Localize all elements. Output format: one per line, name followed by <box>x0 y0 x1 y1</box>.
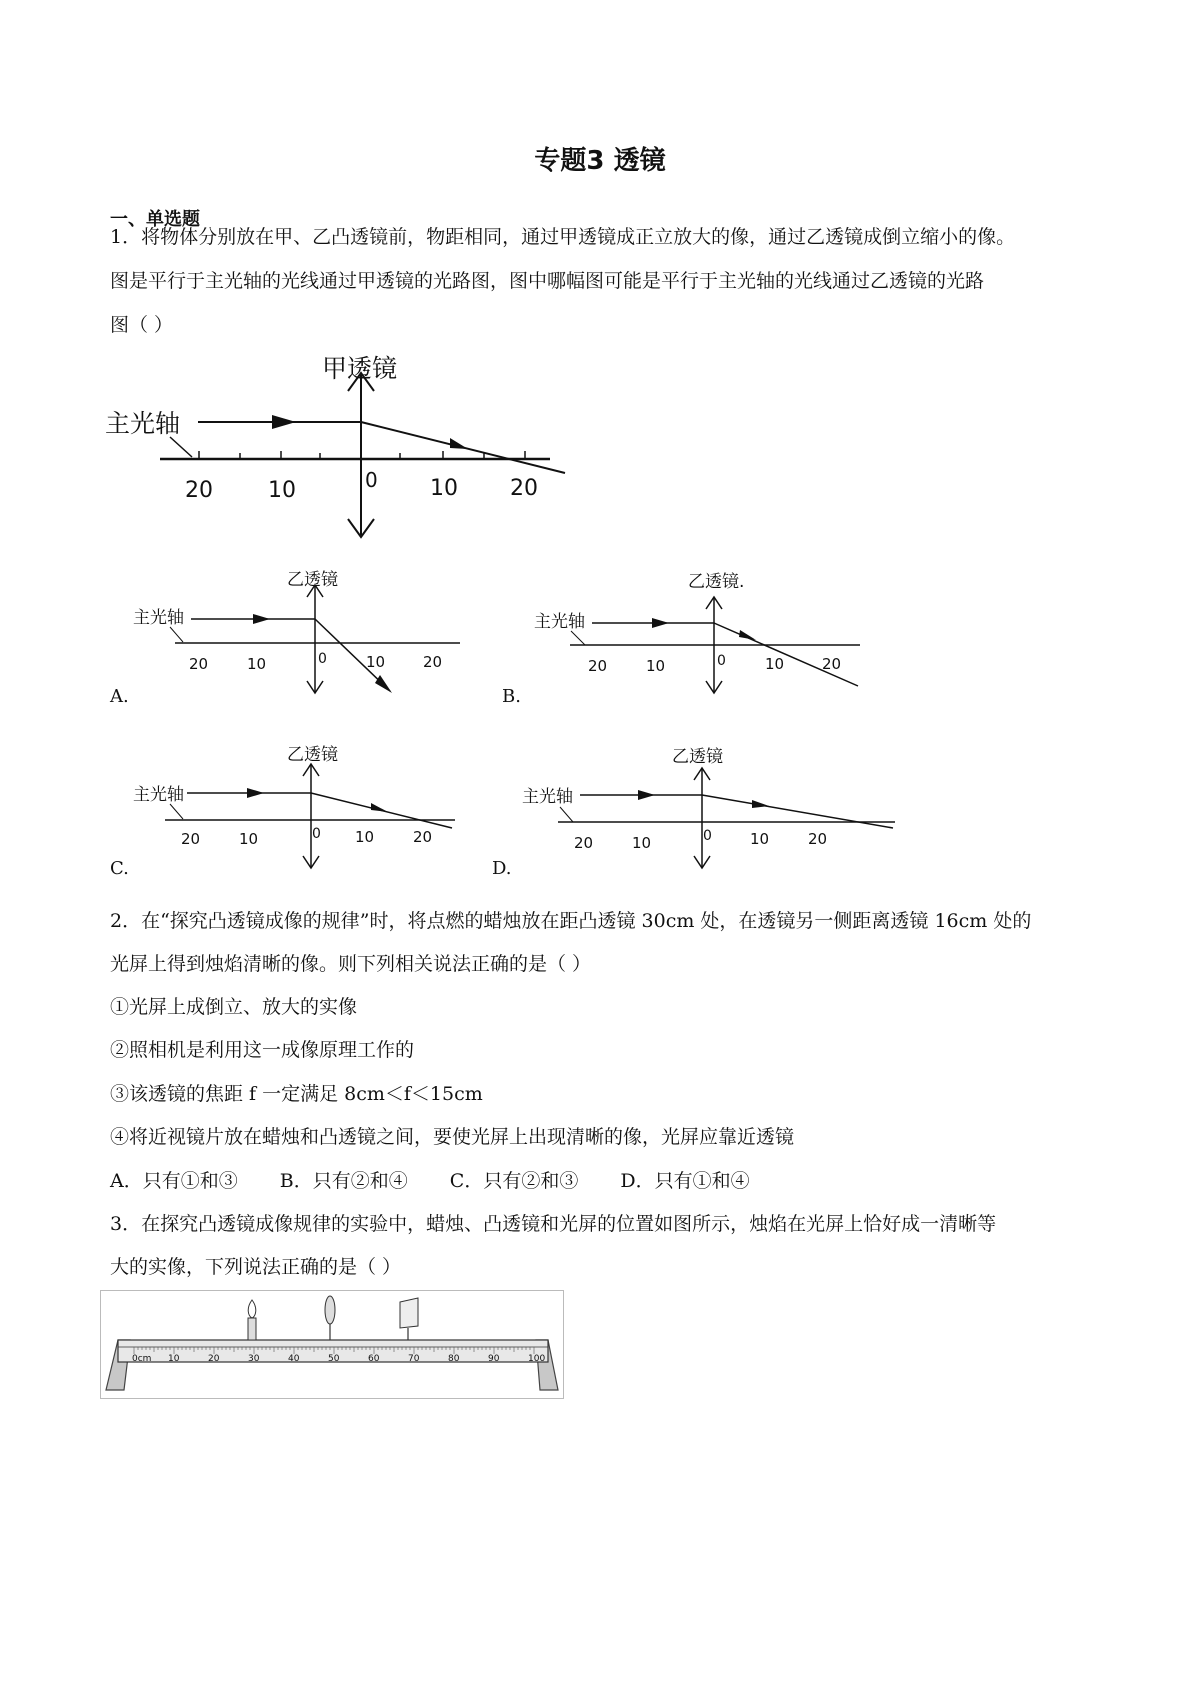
lens-label: 乙透镜. <box>688 572 745 592</box>
ruler-label: 90 <box>488 1354 500 1364</box>
q2-choice-c[interactable]: C．只有②和③ <box>449 1170 579 1192</box>
svg-text:10: 10 <box>247 655 267 673</box>
q2-line-2: 光屏上得到烛焰清晰的像。则下列相关说法正确的是（ ） <box>110 953 592 975</box>
svg-text:0: 0 <box>717 653 726 669</box>
lens-label: 乙透镜 <box>287 745 338 765</box>
refracted-ray <box>702 795 893 828</box>
ruler-label: 10 <box>168 1354 180 1364</box>
option-d-label: D. <box>492 858 512 879</box>
ruler-label: 50 <box>328 1354 340 1364</box>
svg-text:20: 20 <box>588 657 608 675</box>
main-axis-label: 主光轴 <box>105 409 181 438</box>
ray-arrowhead <box>450 438 468 449</box>
axis-label: 主光轴 <box>534 612 585 632</box>
svg-text:20: 20 <box>189 655 209 673</box>
ruler-label: 40 <box>288 1354 300 1364</box>
main-lens-label: 甲透镜 <box>322 354 398 383</box>
svg-text:10: 10 <box>646 657 666 675</box>
svg-text:10: 10 <box>632 834 652 852</box>
tick-label: 10 <box>430 476 458 501</box>
light-screen <box>400 1298 418 1328</box>
q2-choice-a[interactable]: A．只有①和③ <box>110 1170 238 1192</box>
ruler-label: 60 <box>368 1354 380 1364</box>
tick-label: 0 <box>365 468 378 492</box>
option-b-diagram <box>530 565 880 700</box>
q2-statement-3: ③该透镜的焦距 f 一定满足 8cm＜f＜15cm <box>110 1083 483 1105</box>
option-b-label: B. <box>502 686 521 707</box>
option-a-label: A. <box>110 686 129 707</box>
option-c-label: C. <box>110 858 129 879</box>
option-d-diagram <box>520 740 910 875</box>
axis-label-pointer <box>170 437 192 457</box>
option-a-diagram <box>125 565 475 700</box>
ruler-label: 20 <box>208 1354 220 1364</box>
svg-text:0: 0 <box>703 828 712 844</box>
convex-lens <box>325 1296 335 1324</box>
axis-label: 主光轴 <box>133 608 184 628</box>
svg-text:20: 20 <box>822 655 842 673</box>
option-c-diagram <box>125 740 475 875</box>
ruler-label: 70 <box>408 1354 420 1364</box>
q2-statement-2: ②照相机是利用这一成像原理工作的 <box>110 1039 415 1061</box>
ray-arrowhead <box>272 415 296 429</box>
svg-text:0: 0 <box>312 826 321 842</box>
ruler-label: 80 <box>448 1354 460 1364</box>
q2-choice-d[interactable]: D．只有①和④ <box>620 1170 750 1192</box>
q3-line-1: 3．在探究凸透镜成像规律的实验中，蜡烛、凸透镜和光屏的位置如图所示，烛焰在光屏上恰好成一清晰等 <box>110 1213 997 1235</box>
svg-text:20: 20 <box>423 653 443 671</box>
ruler-label: 0cm <box>132 1354 152 1364</box>
main-lens-diagram <box>100 345 580 550</box>
axis-label: 主光轴 <box>133 785 184 805</box>
q2-choices <box>110 1166 786 1193</box>
q1-line-1: 1．将物体分别放在甲、乙凸透镜前，物距相同，通过甲透镜成正立放大的像，通过乙透镜成倒立缩小的像。 <box>110 226 1016 248</box>
tick-label: 10 <box>268 478 296 503</box>
axis-label: 主光轴 <box>522 787 573 807</box>
q1-line-2: 图是平行于主光轴的光线通过甲透镜的光路图，图中哪幅图可能是平行于主光轴的光线通过乙透镜的光路 <box>110 270 985 292</box>
svg-text:10: 10 <box>366 653 386 671</box>
svg-text:20: 20 <box>574 834 594 852</box>
q3-line-2: 大的实像，下列说法正确的是（ ） <box>110 1256 402 1278</box>
lens-label: 乙透镜 <box>287 570 338 590</box>
svg-text:20: 20 <box>181 830 201 848</box>
page-title: 专题3 透镜 <box>534 146 666 176</box>
tick-label: 20 <box>185 478 213 503</box>
candle <box>248 1318 256 1340</box>
svg-text:10: 10 <box>750 830 770 848</box>
lens-label: 乙透镜 <box>672 747 723 767</box>
q2-statement-1: ①光屏上成倒立、放大的实像 <box>110 996 358 1018</box>
tick-label: 20 <box>510 476 538 501</box>
svg-text:10: 10 <box>239 830 259 848</box>
svg-text:0: 0 <box>318 651 327 667</box>
q2-choice-b[interactable]: B．只有②和④ <box>279 1170 408 1192</box>
svg-text:10: 10 <box>765 655 785 673</box>
ruler-label: 100 <box>528 1354 546 1364</box>
svg-text:10: 10 <box>355 828 375 846</box>
q2-statement-4: ④将近视镜片放在蜡烛和凸透镜之间，要使光屏上出现清晰的像，光屏应靠近透镜 <box>110 1126 795 1148</box>
svg-text:20: 20 <box>413 828 433 846</box>
svg-text:20: 20 <box>808 830 828 848</box>
section-heading: 一、单选题 <box>110 209 200 230</box>
q1-line-3: 图（ ） <box>110 314 174 336</box>
ruler-label: 30 <box>248 1354 260 1364</box>
q2-line-1: 2．在“探究凸透镜成像的规律”时，将点燃的蜡烛放在距凸透镜 30cm 处，在透镜另一侧距离透镜 16cm 处的 <box>110 910 1032 932</box>
optical-bench-diagram <box>100 1290 565 1400</box>
